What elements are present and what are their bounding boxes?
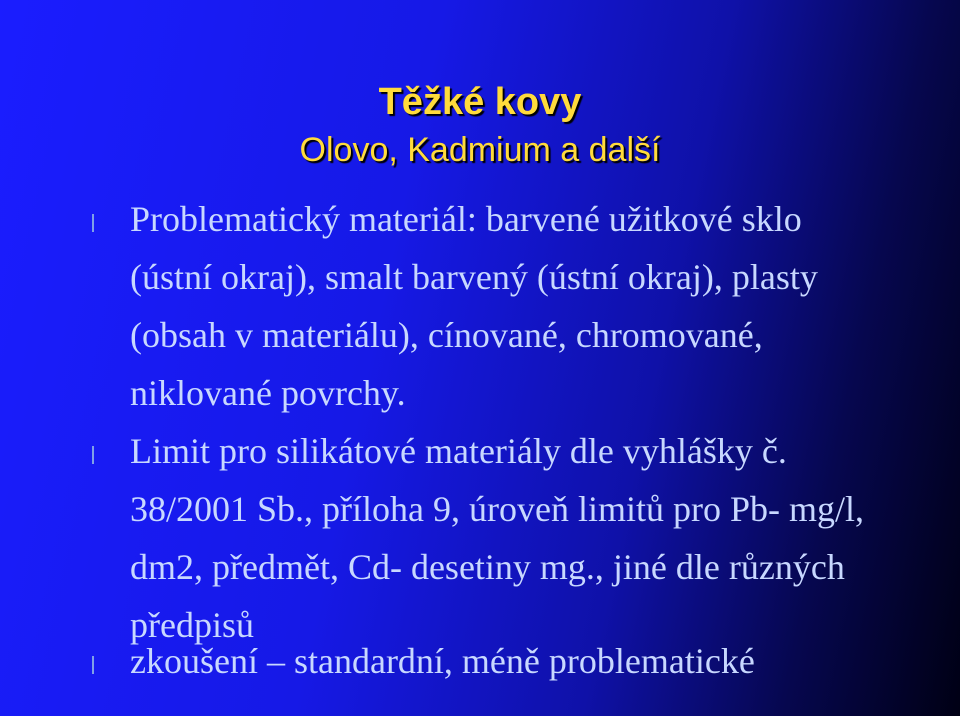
bullet-item — [0, 190, 890, 422]
bullet-text: Problematický materiál: barvené užitkové sklo (ústní okraj), smalt barvený (ústní okraj), plasty (obsah v materiálu), cínované, chromované, niklované povrchy. — [130, 199, 818, 413]
slide-title: Těžké kovy — [378, 81, 582, 123]
bullet-item — [0, 632, 890, 690]
bullet-text: zkoušení – standardní, méně problematické — [130, 641, 755, 681]
bullet-marker-icon — [92, 446, 94, 464]
bullet-list — [0, 190, 960, 690]
bullet-marker-icon — [92, 656, 94, 674]
bullet-marker-icon — [92, 214, 94, 232]
bullet-item — [0, 422, 890, 645]
slide-subtitle: Olovo, Kadmium a další — [299, 131, 661, 169]
bullet-text: Limit pro silikátové materiály dle vyhlášky č. 38/2001 Sb., příloha 9, úroveň limitů pro Pb- mg/l, dm2, předmět, Cd- desetiny mg., jiné dle různých předpisů — [130, 431, 864, 645]
